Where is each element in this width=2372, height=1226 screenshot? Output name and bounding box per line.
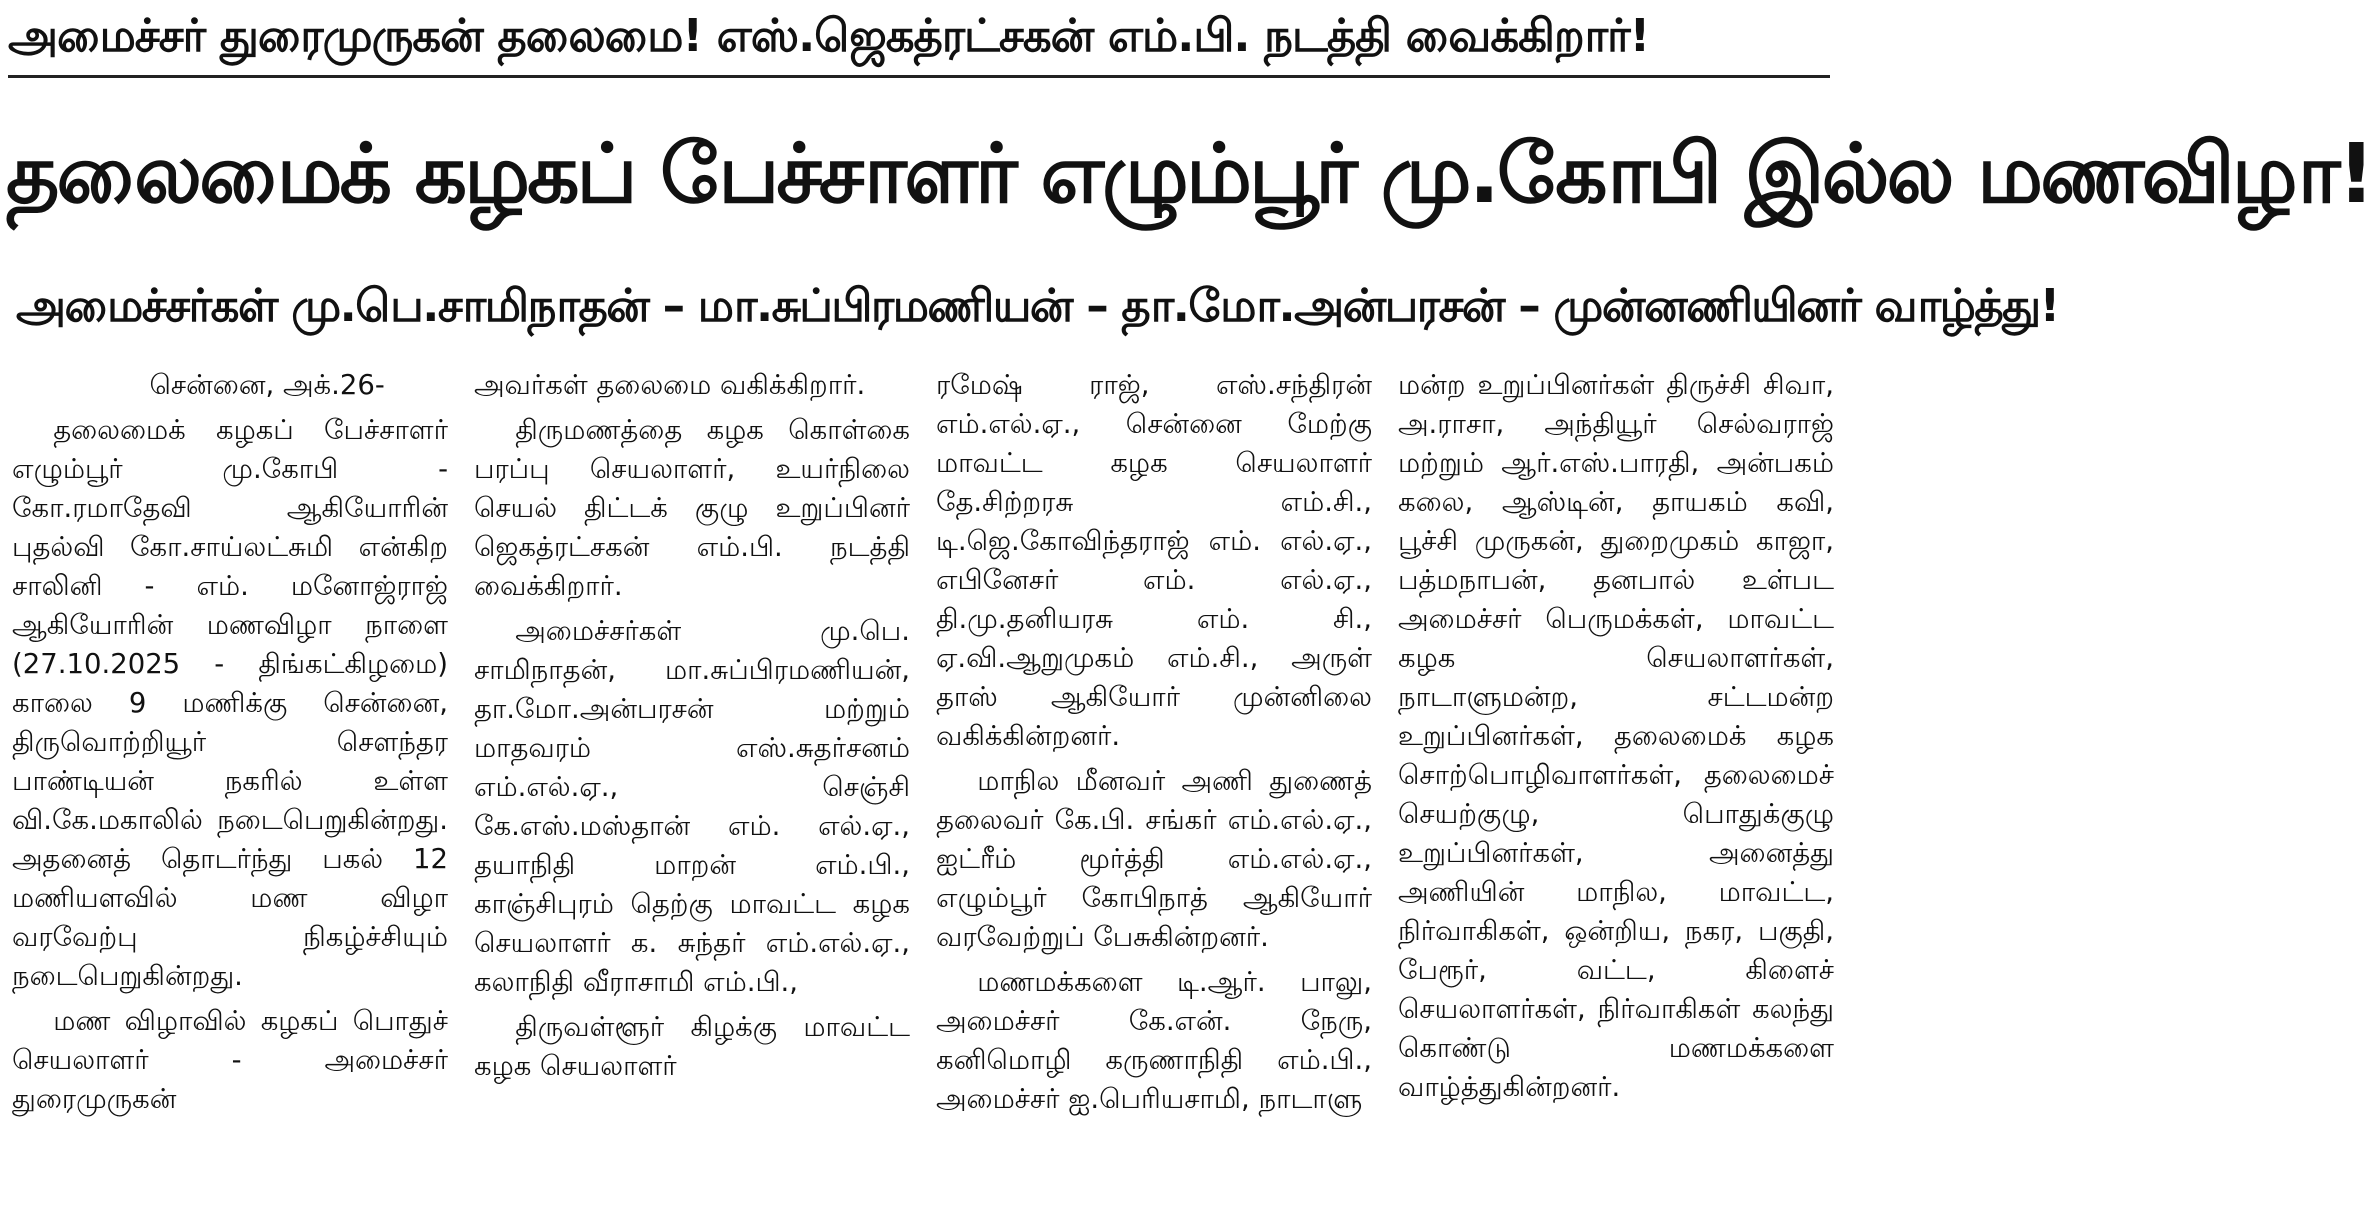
paragraph: மன்ற உறுப்பினர்கள் திருச்சி சிவா, அ.ராசா, அந்தியூர் செல்வராஜ் மற்றும் ஆர்.எஸ்.பாரதி, அன்பகம் கலை, ஆஸ்டின், தாயகம் கவி, பூச்சி முருகன், துறைமுகம் காஜா, பத்மநாபன், தனபால் உள்பட அமைச்சர் பெருமக்கள், மாவட்ட கழக செயலாளர்கள், நாடாளுமன்ற, சட்டமன்ற உறுப்பினர்கள், தலைமைக் கழக சொற்பொழிவாளர்கள், தலைமைச் செயற்குழு, பொதுக்குழு உறுப்பினர்கள், அனைத்து அணியின் மாநில, மாவட்ட, நிர்வாகிகள், ஒன்றிய, நகர, பகுதி, பேரூர், வட்ட, கிளைச் செயலாளர்கள், நிர்வாகிகள் கலந்து கொண்டு மணமக்களை வாழ்த்துகின்றனர். (1398, 369, 1834, 1103)
paragraph: அவர்கள் தலைமை வகிக்கிறார். (474, 369, 866, 401)
paragraph: மண விழாவில் கழகப் பொதுச் செயலாளர் - அமைச்சர் துரைமுருகன் (12, 1005, 448, 1115)
paragraph: மணமக்களை டி.ஆர். பாலு, அமைச்சர் கே.என். நேரு, கனிமொழி கருணாநிதி எம்.பி., அமைச்சர் ஐ.பெரியசாமி, நாடாளு (936, 966, 1372, 1115)
paragraph: திருமணத்தை கழக கொள்கை பரப்பு செயலாளர், உயர்நிலை செயல் திட்டக் குழு உறுப்பினர் ஜெகத்ரட்சகன் எம்.பி. நடத்தி வைக்கிறார். (474, 414, 910, 602)
article-column-3 (936, 366, 1372, 1216)
article-subheadline: அமைச்சர்கள் மு.பெ.சாமிநாதன் – மா.சுப்பிரமணியன் – தா.மோ.அன்பரசன் – முன்னணியினர் வாழ்த்து! (16, 279, 2059, 332)
paragraph: ரமேஷ் ராஜ், எஸ்.சந்திரன் எம்.எல்.ஏ., சென்னை மேற்கு மாவட்ட கழக செயலாளர் தே.சிற்றரசு எம்.சி., டி.ஜெ.கோவிந்தராஜ் எம். எல்.ஏ., எபினேசர் எம். எல்.ஏ., தி.மு.தனியரசு எம். சி., ஏ.வி.ஆறுமுகம் எம்.சி., அருள் தாஸ் ஆகியோர் முன்னிலை வகிக்கின்றனர். (936, 369, 1372, 752)
paragraph: திருவள்ளூர் கிழக்கு மாவட்ட கழக செயலாளர் (474, 1011, 910, 1082)
paragraph: அமைச்சர்கள் மு.பெ. சாமிநாதன், மா.சுப்பிரமணியன், தா.மோ.அன்பரசன் மற்றும் மாதவரம் எஸ்.சுதர்சனம் எம்.எல்.ஏ., செஞ்சி கே.எஸ்.மஸ்தான் எம். எல்.ஏ., தயாநிதி மாறன் எம்.பி., காஞ்சிபுரம் தெற்கு மாவட்ட கழக செயலாளர் க. சுந்தர் எம்.எல்.ஏ., கலாநிதி வீராசாமி எம்.பி., (474, 615, 910, 998)
article-column-4 (1398, 366, 1834, 1216)
kicker-rule (8, 75, 1830, 78)
article-headline: தலைமைக் கழகப் பேச்சாளர் எழும்பூர் மு.கோபி இல்ல மணவிழா! (6, 127, 2372, 222)
paragraph: தலைமைக் கழகப் பேச்சாளர் எழும்பூர் மு.கோபி - கோ.ரமாதேவி ஆகியோரின் புதல்வி கோ.சாய்லட்சுமி என்கிற சாலினி - எம். மனோஜ்ராஜ் ஆகியோரின் மணவிழா நாளை (27.10.2025 - திங்கட்கிழமை) காலை 9 மணிக்கு சென்னை, திருவொற்றியூர் சௌந்தர பாண்டியன் நகரில் உள்ள வி.கே.மகாலில் நடைபெறுகின்றது. அதனைத் தொடர்ந்து பகல் 12 மணியளவில் மண விழா வரவேற்பு நிகழ்ச்சியும் நடைபெறுகின்றது. (12, 414, 448, 992)
article-column-2 (474, 366, 910, 1216)
dateline: சென்னை, அக்.26- (149, 369, 385, 401)
article-column-1 (12, 366, 448, 1216)
paragraph: மாநில மீனவர் அணி துணைத் தலைவர் கே.பி. சங்கர் எம்.எல்.ஏ., ஐட்ரீம் மூர்த்தி எம்.எல்.ஏ., எழும்பூர் கோபிநாத் ஆகியோர் வரவேற்றுப் பேசுகின்றனர். (936, 765, 1372, 953)
article-kicker: அமைச்சர் துரைமுருகன் தலைமை! எஸ்.ஜெகத்ரட்சகன் எம்.பி. நடத்தி வைக்கிறார்! (8, 9, 1650, 62)
